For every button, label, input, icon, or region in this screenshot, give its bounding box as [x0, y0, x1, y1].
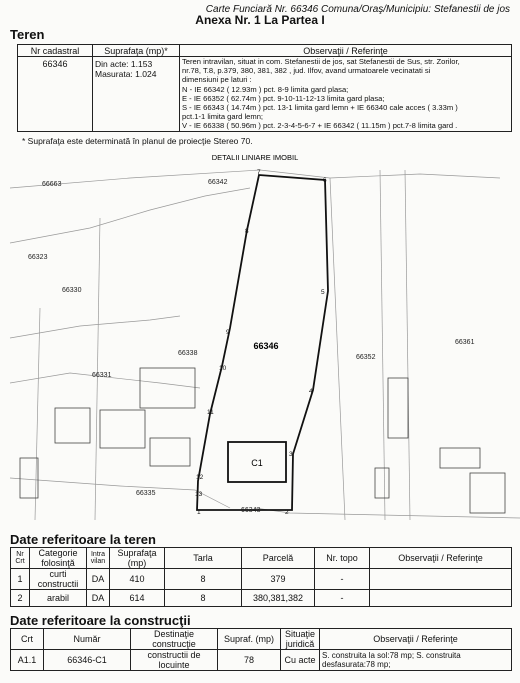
point-label: 6 [323, 177, 327, 184]
header-observatii: Observaţii / Referinţe [180, 45, 512, 57]
neighbor-label: 66330 [62, 287, 82, 294]
suprafata-cell: 614 [110, 590, 165, 607]
point-label: 2 [285, 509, 289, 516]
tarla-cell: 8 [165, 569, 242, 590]
point-label: 8 [245, 228, 249, 235]
nr-cadastral-value: 66346 [18, 57, 93, 132]
observatii-line: E - IE 66352 ( 62.74m ) pct. 9-10-11-12-13 limita gard plasa; [182, 93, 385, 103]
nr-topo-cell: - [315, 569, 370, 590]
neighbor-label: 66342 [208, 179, 228, 186]
observatii-cell: S. construita la sol:78 mp; S. construita desfasurata:78 mp; [320, 650, 512, 671]
neighbor-label: 66323 [28, 254, 48, 261]
neighbor-building [55, 408, 90, 443]
neighbor-building [150, 438, 190, 466]
neighbor-label: 66338 [178, 350, 198, 357]
categorie-cell: curti constructii [30, 569, 87, 590]
point-label: 13 [195, 491, 203, 498]
parcel-label: 66346 [253, 341, 279, 351]
observatii-cell [370, 569, 512, 590]
header-parcela: Parcelă [242, 548, 315, 569]
stereo-footnote: * Suprafaţa este determinată în planul de proiecţie Stereo 70. [22, 136, 253, 146]
neighbor-building [140, 368, 195, 408]
point-label: 1 [197, 509, 201, 516]
observatii-line: pct.1-1 limita gard lemn; [182, 112, 264, 122]
neighbor-label: 66352 [356, 354, 376, 361]
header-nr-topo: Nr. topo [315, 548, 370, 569]
nr-crt-cell: 2 [11, 590, 30, 607]
neighbor-building [100, 410, 145, 448]
neighbor-label: 66335 [136, 490, 156, 497]
point-label: 12 [196, 474, 204, 481]
point-label: 4 [309, 388, 313, 395]
neighbor-building [375, 468, 389, 498]
crt-cell: A1.1 [11, 650, 44, 671]
building-label: C1 [251, 458, 263, 468]
table-row [11, 569, 512, 590]
header-categorie: Categorie folosinţă [30, 548, 87, 569]
date-constructii-title: Date referitoare la construcţii [10, 613, 191, 628]
observatii-line: V - IE 66338 ( 50.96m ) pct. 2-3-4-5-6-7 + IE 66342 ( 11.15m ) pct.7-8 limita gard . [182, 121, 458, 131]
header-situatie: Situaţie juridică [281, 629, 320, 650]
nr-topo-cell: - [315, 590, 370, 607]
categorie-cell: arabil [30, 590, 87, 607]
intravilan-cell: DA [87, 569, 110, 590]
neighbor-label: 66343 [241, 507, 261, 514]
point-label: 11 [207, 409, 214, 416]
neighbor-building [440, 448, 480, 468]
header-suprafata-teren: Suprafaţa (mp) [110, 548, 165, 569]
teren-section-title: Teren [10, 27, 45, 42]
parcela-cell: 379 [242, 569, 315, 590]
suprafata-cell [93, 57, 180, 132]
header-numar: Număr [44, 629, 131, 650]
destinatie-cell: constructii de locuinte [131, 650, 218, 671]
date-teren-table [10, 547, 512, 607]
header-nr-crt: Nr Crt [11, 548, 30, 569]
header-observatii-teren: Observaţii / Referinţe [370, 548, 512, 569]
intravilan-cell: DA [87, 590, 110, 607]
neighbor-building [470, 473, 505, 513]
point-label: 7 [257, 169, 261, 176]
neighbor-building [388, 378, 408, 438]
date-constructii-table [10, 628, 512, 671]
observatii-line: dimensiuni pe laturi : [182, 75, 252, 85]
cadastral-map [0, 148, 520, 520]
table-row [11, 590, 512, 607]
teren-table [17, 44, 512, 132]
header-suprafata-constructie: Supraf. (mp) [218, 629, 281, 650]
point-label: 10 [219, 365, 227, 372]
numar-cell: 66346-C1 [44, 650, 131, 671]
observatii-line: N - IE 66342 ( 12.93m ) pct. 8-9 limita gard plasa; [182, 84, 349, 94]
masurata-value: Masurata: 1.024 [95, 69, 157, 79]
header-observatii-constructii: Observaţii / Referinţe [320, 629, 512, 650]
neighbor-label: 66361 [455, 339, 475, 346]
carte-funciara-header: Carte Funciară Nr. 66346 Comuna/Oraş/Municipiu: Stefanestii de jos [205, 4, 510, 15]
parcela-cell: 380,381,382 [242, 590, 315, 607]
situatie-cell: Cu acte [281, 650, 320, 671]
observatii-cell [180, 57, 512, 132]
anexa-title: Anexa Nr. 1 La Partea I [195, 13, 325, 27]
neighbor-buildings [20, 368, 505, 513]
tarla-cell: 8 [165, 590, 242, 607]
suprafata-cell: 410 [110, 569, 165, 590]
neighbor-label: 66331 [92, 372, 112, 379]
header-crt: Crt [11, 629, 44, 650]
header-nr-cadastral: Nr cadastral [18, 45, 93, 57]
din-acte-value: Din acte: 1.153 [95, 59, 153, 69]
nr-crt-cell: 1 [11, 569, 30, 590]
observatii-line: S - IE 66343 ( 14.74m ) pct. 13-1 limita gard lemn + IE 66340 cale acces ( 3.33m ) [182, 103, 458, 113]
observatii-cell [370, 590, 512, 607]
neighbor-label: 66663 [42, 181, 62, 188]
point-label: 9 [226, 329, 230, 336]
point-label: 3 [289, 451, 293, 458]
header-destinatie: Destinaţie construcţie [131, 629, 218, 650]
observatii-line: nr.78, T.8, p.379, 380, 381, 382 , jud. Ilfov, avand urmatoarele vecinatati si [182, 66, 431, 76]
neighbor-building [20, 458, 38, 498]
observatii-line: Teren intravilan, situat in com. Stefanestii de jos, sat Stefanestii de Sus, str. Zorilor, [182, 57, 460, 66]
table-row [11, 650, 512, 671]
map-title: DETALII LINIARE IMOBIL [211, 153, 299, 162]
date-teren-title: Date referitoare la teren [10, 532, 156, 547]
header-intravilan: Intra vilan [87, 548, 110, 569]
suprafata-cell: 78 [218, 650, 281, 671]
point-label: 5 [321, 289, 325, 296]
header-tarla: Tarla [165, 548, 242, 569]
header-suprafata: Suprafaţa (mp)* [93, 45, 180, 57]
